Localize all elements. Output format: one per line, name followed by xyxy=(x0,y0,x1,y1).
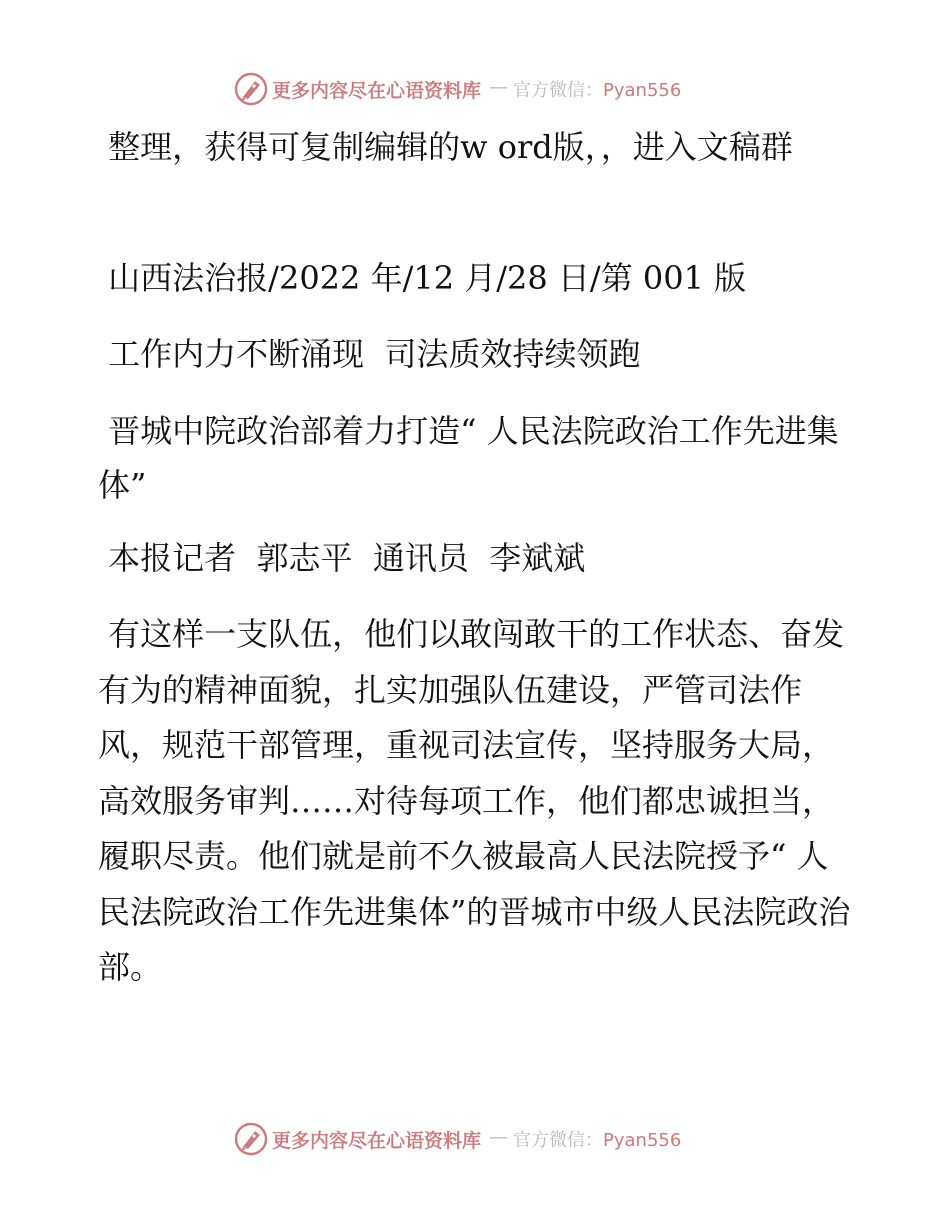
watermark-wechat xyxy=(513,1126,681,1152)
watermark-separator: — xyxy=(489,76,508,98)
watermark-slogan: 更多内容尽在心语资料库 xyxy=(272,1130,482,1152)
body-paragraph: 有这样一支队伍，他们以敢闯敢干的工作状态、奋发有为的精神面貌，扎实加强队伍建设，严管司法作风，规范干部管理，重视司法宣传，坚持服务大局，高效服务审判……对待每项工作，他们都忠诚担当，履职尽责。他们就是前不久被最高人民法院授予“ 人民法院政治工作先进集体”的晋城市中级人民法院政治部。 xyxy=(98,615,851,986)
pen-nib-logo-icon xyxy=(234,1122,268,1156)
article-subheadline: 晋城中院政治部着力打造“ 人民法院政治工作先进集体” xyxy=(98,412,839,504)
byline: 本报记者 郭志平 通讯员 李斌斌 xyxy=(98,539,586,577)
article-headline: 工作内力不断涌现 司法质效持续领跑 xyxy=(98,335,641,373)
pen-nib-logo-icon xyxy=(234,72,268,106)
footer-watermark-banner xyxy=(0,1120,950,1160)
header-watermark-banner xyxy=(0,70,950,110)
watermark-wechat xyxy=(513,76,681,102)
wechat-id: Pyan556 xyxy=(603,1130,682,1151)
watermark-slogan: 更多内容尽在心语资料库 xyxy=(272,80,482,102)
watermark-separator: — xyxy=(489,1126,508,1148)
wechat-id: Pyan556 xyxy=(603,80,682,101)
intro-line: 整理，获得可复制编辑的w ord版，，进入文稿群 xyxy=(98,128,793,166)
source-line: 山西法治报/2022 年/12 月/28 日/第 001 版 xyxy=(98,259,747,297)
wechat-label: 官方微信： xyxy=(513,80,603,101)
wechat-label: 官方微信： xyxy=(513,1130,603,1151)
